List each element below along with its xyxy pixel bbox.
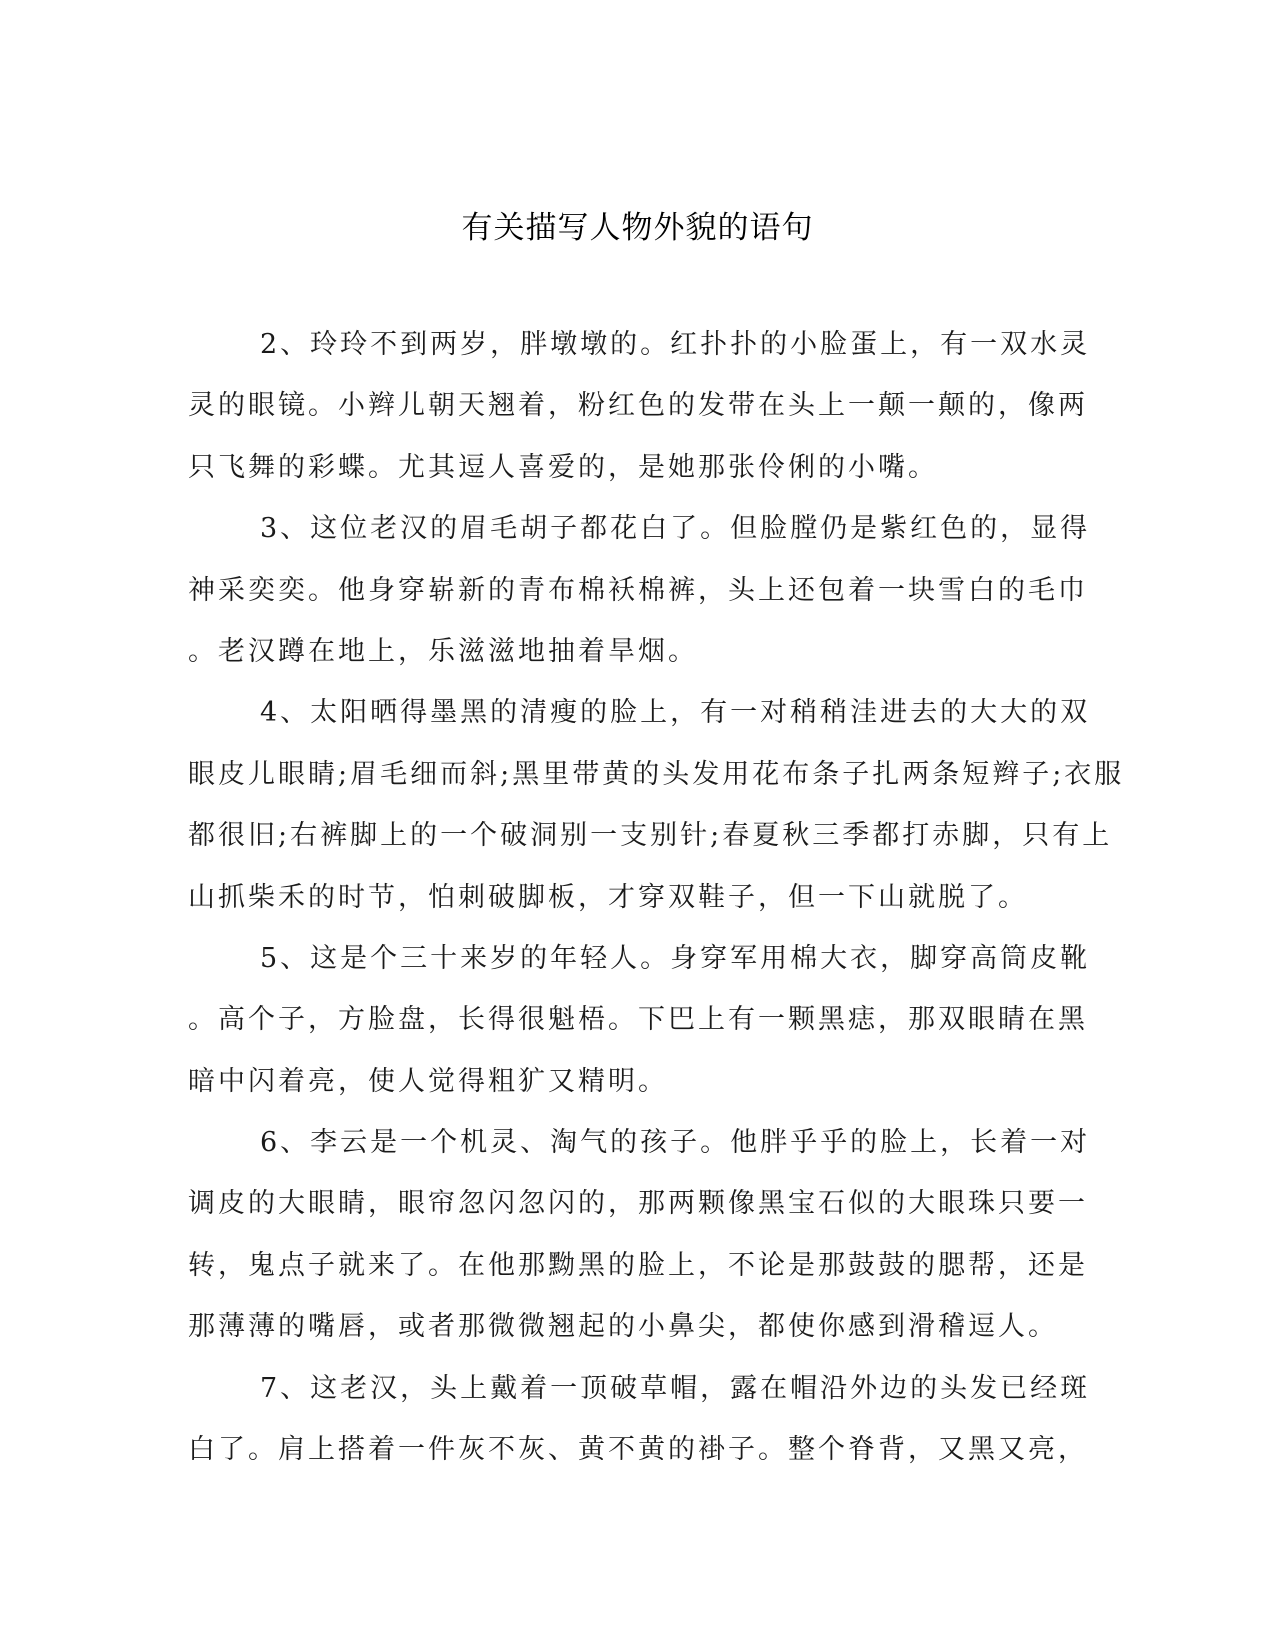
text-line: 7、这老汉，头上戴着一顶破草帽，露在帽沿外边的头发已经斑 [260, 1372, 1091, 1404]
text-line: 5、这是个三十来岁的年轻人。身穿军用棉大衣，脚穿高筒皮靴 [260, 942, 1091, 974]
text-line: 灵的眼镜。小辫儿朝天翘着，粉红色的发带在头上一颠一颠的，像两 [188, 390, 1088, 422]
text-line: 2、玲玲不到两岁，胖墩墩的。红扑扑的小脸蛋上，有一双水灵 [260, 329, 1091, 360]
text-line: 。高个子，方脸盘，长得很魁梧。下巴上有一颗黑痣，那双眼睛在黑 [188, 1004, 1088, 1036]
text-line: 只飞舞的彩蝶。尤其逗人喜爱的，是她那张伶俐的小嘴。 [188, 451, 938, 483]
text-line: 神采奕奕。他身穿崭新的青布棉袄棉裤，头上还包着一块雪白的毛巾 [188, 574, 1088, 606]
text-line: 。老汉蹲在地上，乐滋滋地抽着旱烟。 [188, 635, 698, 667]
document-body [188, 327, 1125, 1493]
text-line: 那薄薄的嘴唇，或者那微微翘起的小鼻尖，都使你感到滑稽逗人。 [188, 1311, 1058, 1343]
text-line: 3、这位老汉的眉毛胡子都花白了。但脸膛仍是紫红色的，显得 [260, 513, 1091, 545]
text-line: 眼皮儿眼睛;眉毛细而斜;黑里带黄的头发用花布条子扎两条短辫子;衣服 [188, 758, 1125, 790]
text-line: 4、太阳晒得墨黑的清瘦的脸上，有一对稍稍洼进去的大大的双 [260, 697, 1091, 729]
text-line: 转，鬼点子就来了。在他那黝黑的脸上，不论是那鼓鼓的腮帮，还是 [188, 1249, 1088, 1281]
text-line: 调皮的大眼睛，眼帘忽闪忽闪的，那两颗像黑宝石似的大眼珠只要一 [188, 1188, 1088, 1220]
page-title: 有关描写人物外貌的语句 [461, 210, 814, 246]
text-line: 暗中闪着亮，使人觉得粗犷又精明。 [188, 1065, 668, 1097]
text-line: 山抓柴禾的时节，怕刺破脚板，才穿双鞋子，但一下山就脱了。 [188, 881, 1028, 913]
text-line: 白了。肩上搭着一件灰不灰、黄不黄的褂子。整个脊背，又黑又亮， [188, 1434, 1088, 1466]
text-line: 都很旧;右裤脚上的一个破洞别一支别针;春夏秋三季都打赤脚，只有上 [188, 820, 1113, 852]
text-line: 6、李云是一个机灵、淘气的孩子。他胖乎乎的脸上，长着一对 [260, 1127, 1091, 1159]
